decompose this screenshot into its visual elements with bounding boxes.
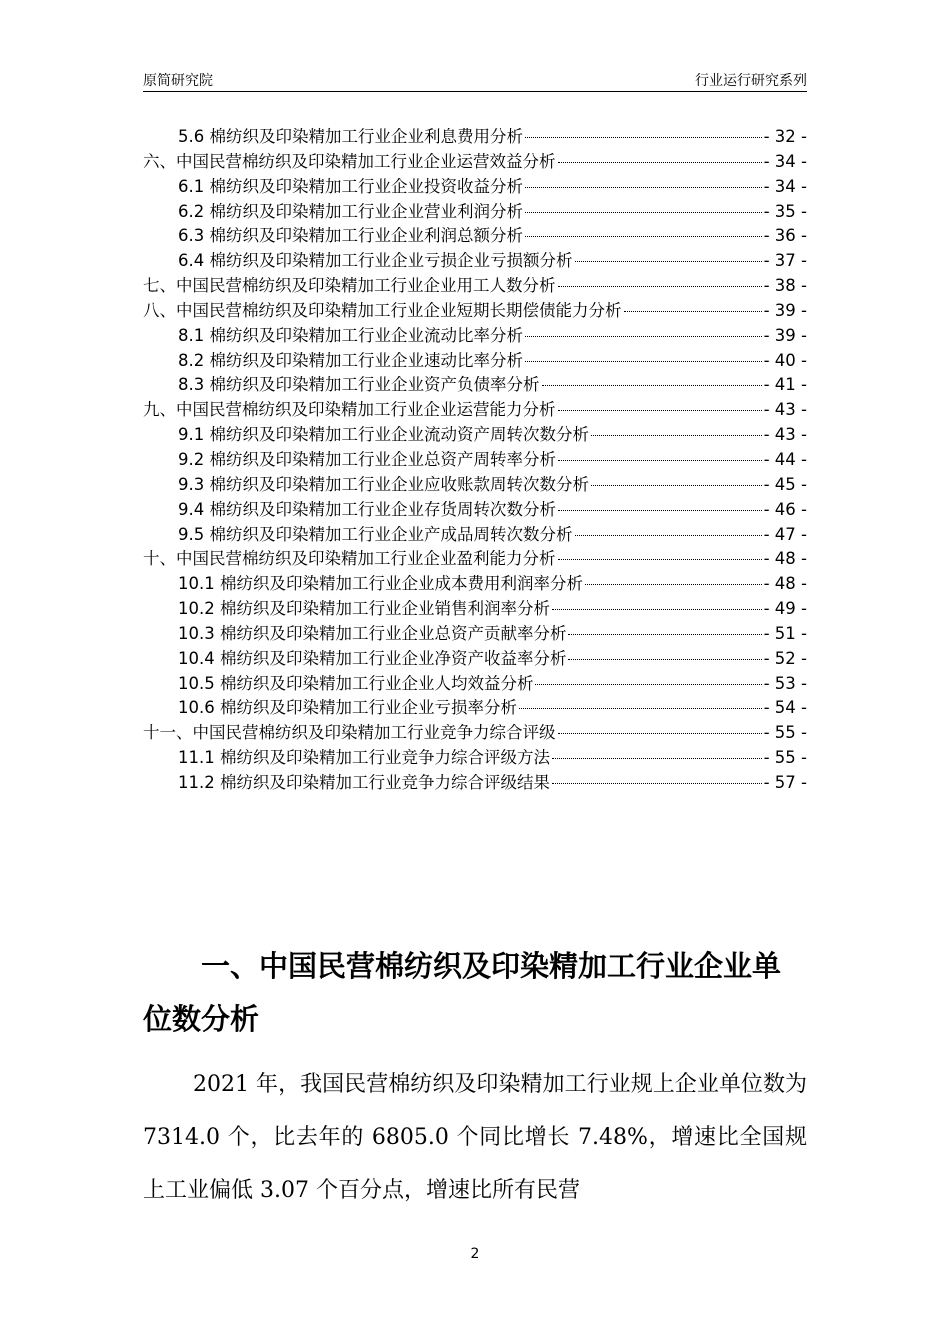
toc-entry[interactable] [143,150,807,175]
toc-entry[interactable] [143,696,807,721]
toc-entry-title: 8.3 棉纺织及印染精加工行业企业资产负债率分析 [178,375,540,395]
toc-entry-title: 七、中国民营棉纺织及印染精加工行业企业用工人数分析 [143,276,556,296]
toc-entry[interactable] [143,473,807,498]
table-of-contents [143,125,807,796]
toc-entry-page: - 49 - [763,599,807,619]
toc-entry-title: 6.3 棉纺织及印染精加工行业企业利润总额分析 [178,226,523,246]
toc-dot-leader [519,708,762,709]
toc-entry[interactable] [143,175,807,200]
toc-entry-title: 9.5 棉纺织及印染精加工行业企业产成品周转次数分析 [178,524,573,544]
toc-entry[interactable] [143,398,807,423]
toc-entry-title: 9.1 棉纺织及印染精加工行业企业流动资产周转次数分析 [178,425,589,445]
toc-entry[interactable] [143,349,807,374]
toc-entry[interactable] [143,647,807,672]
toc-dot-leader [568,659,761,660]
toc-entry[interactable] [143,373,807,398]
toc-entry[interactable] [143,125,807,150]
toc-entry-title: 十、中国民营棉纺织及印染精加工行业企业盈利能力分析 [143,549,556,569]
toc-entry[interactable] [143,746,807,771]
toc-dot-leader [558,162,762,163]
toc-entry-page: - 46 - [763,499,807,519]
toc-entry-title: 8.2 棉纺织及印染精加工行业企业速动比率分析 [178,350,523,370]
toc-dot-leader [558,286,762,287]
toc-entry-title: 6.1 棉纺织及印染精加工行业企业投资收益分析 [178,176,523,196]
toc-entry[interactable] [143,423,807,448]
toc-entry[interactable] [143,672,807,697]
toc-entry-page: - 44 - [763,449,807,469]
header-divider [143,91,807,92]
toc-entry[interactable] [143,523,807,548]
header-series-name: 行业运行研究系列 [695,73,807,89]
toc-entry-page: - 51 - [763,623,807,643]
toc-dot-leader [552,783,762,784]
toc-dot-leader [535,684,761,685]
toc-entry-page: - 39 - [763,325,807,345]
toc-dot-leader [525,187,762,188]
toc-entry-title: 6.2 棉纺织及印染精加工行业企业营业利润分析 [178,201,523,221]
toc-entry-title: 十一、中国民营棉纺织及印染精加工行业竞争力综合评级 [143,723,556,743]
toc-dot-leader [525,236,762,237]
toc-entry[interactable] [143,721,807,746]
page-number: 2 [470,1246,480,1262]
toc-entry-page: - 36 - [763,226,807,246]
toc-entry-title: 9.2 棉纺织及印染精加工行业企业总资产周转率分析 [178,449,556,469]
toc-entry-page: - 53 - [763,673,807,693]
toc-dot-leader [558,510,762,511]
toc-dot-leader [525,361,762,362]
toc-entry-page: - 45 - [763,474,807,494]
toc-entry-page: - 34 - [763,176,807,196]
toc-entry-page: - 57 - [763,772,807,792]
toc-dot-leader [525,336,762,337]
toc-entry-title: 9.3 棉纺织及印染精加工行业企业应收账款周转次数分析 [178,474,589,494]
toc-dot-leader [585,584,762,585]
body-paragraph: 2021 年，我国民营棉纺织及印染精加工行业规上企业单位数为 7314.0 个，比去年的 6805.0 个同比增长 7.48%，增速比全国规上工业偏低 3.07 个百分点，增速比所有民营 [143,1072,807,1203]
toc-entry-page: - 48 - [763,549,807,569]
toc-entry-title: 八、中国民营棉纺织及印染精加工行业企业短期长期偿债能力分析 [143,300,622,320]
toc-entry-page: - 35 - [763,201,807,221]
toc-entry-page: - 32 - [763,127,807,146]
toc-entry-title: 10.6 棉纺织及印染精加工行业企业亏损率分析 [178,698,517,718]
toc-dot-leader [558,733,762,734]
toc-dot-leader [552,758,762,759]
toc-dot-leader [558,460,762,461]
toc-entry-title: 九、中国民营棉纺织及印染精加工行业企业运营能力分析 [143,400,556,420]
toc-entry[interactable] [143,224,807,249]
toc-dot-leader [591,435,762,436]
toc-dot-leader [542,385,762,386]
toc-entry[interactable] [143,249,807,274]
toc-entry-title: 6.4 棉纺织及印染精加工行业企业亏损企业亏损额分析 [178,251,573,271]
toc-dot-leader [575,535,762,536]
toc-dot-leader [575,261,762,262]
toc-entry-page: - 47 - [763,524,807,544]
toc-dot-leader [591,485,762,486]
toc-dot-leader [624,311,762,312]
toc-entry-page: - 37 - [763,251,807,271]
toc-entry-page: - 38 - [763,276,807,296]
toc-entry-page: - 34 - [763,151,807,171]
toc-entry-title: 10.2 棉纺织及印染精加工行业企业销售利润率分析 [178,599,550,619]
toc-entry[interactable] [143,200,807,225]
toc-dot-leader [558,559,762,560]
toc-dot-leader [525,212,762,213]
toc-entry-page: - 54 - [763,698,807,718]
toc-entry-title: 11.2 棉纺织及印染精加工行业竞争力综合评级结果 [178,772,550,792]
toc-entry-page: - 41 - [763,375,807,395]
toc-entry-title: 10.4 棉纺织及印染精加工行业企业净资产收益率分析 [178,648,567,668]
toc-entry[interactable] [143,299,807,324]
toc-entry-page: - 55 - [763,748,807,768]
toc-entry[interactable] [143,274,807,299]
toc-dot-leader [552,609,762,610]
toc-entry-title: 10.5 棉纺织及印染精加工行业企业人均效益分析 [178,673,534,693]
toc-entry[interactable] [143,622,807,647]
toc-entry[interactable] [143,448,807,473]
toc-entry-title: 六、中国民营棉纺织及印染精加工行业企业运营效益分析 [143,151,556,171]
toc-entry-page: - 52 - [763,648,807,668]
toc-entry[interactable] [143,547,807,572]
toc-entry-title: 5.6 棉纺织及印染精加工行业企业利息费用分析 [178,127,523,146]
toc-dot-leader [558,410,762,411]
toc-entry[interactable] [143,572,807,597]
toc-entry-title: 9.4 棉纺织及印染精加工行业企业存货周转次数分析 [178,499,556,519]
toc-entry-title: 8.1 棉纺织及印染精加工行业企业流动比率分析 [178,325,523,345]
header-org-name: 原简研究院 [143,73,213,89]
toc-entry[interactable] [143,597,807,622]
toc-entry-page: - 39 - [763,300,807,320]
toc-entry[interactable] [143,324,807,349]
toc-dot-leader [568,634,761,635]
toc-dot-leader [525,137,762,138]
toc-entry-title: 11.1 棉纺织及印染精加工行业竞争力综合评级方法 [178,748,550,768]
toc-entry[interactable] [143,498,807,523]
toc-entry-page: - 43 - [763,425,807,445]
toc-entry-title: 10.1 棉纺织及印染精加工行业企业成本费用利润率分析 [178,574,583,594]
toc-entry-page: - 55 - [763,723,807,743]
toc-entry-page: - 43 - [763,400,807,420]
section-heading: 一、中国民营棉纺织及印染精加工行业企业单位数分析 [143,949,782,1036]
toc-entry-page: - 40 - [763,350,807,370]
toc-entry-page: - 48 - [763,574,807,594]
toc-entry-title: 10.3 棉纺织及印染精加工行业企业总资产贡献率分析 [178,623,567,643]
toc-entry[interactable] [143,771,807,796]
